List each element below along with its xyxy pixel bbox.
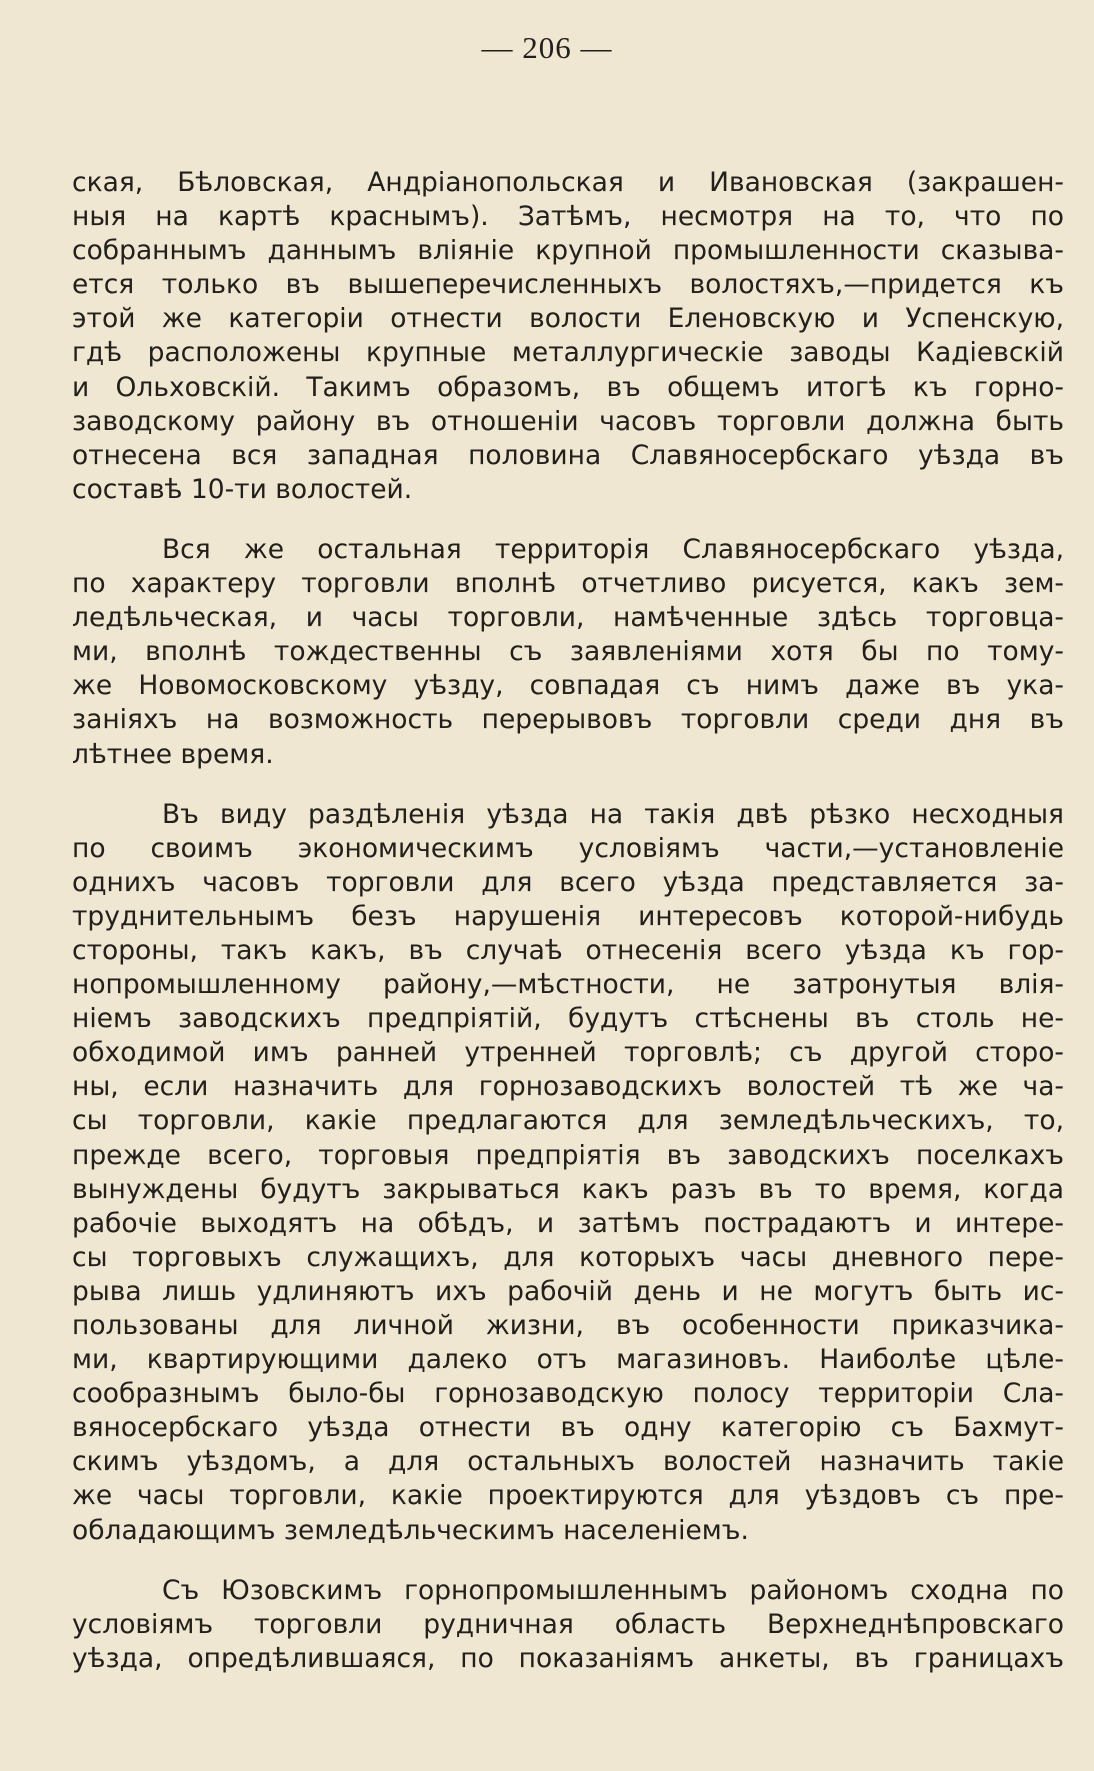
paragraph (72, 533, 1064, 772)
text-line: по своимъ экономическимъ условіямъ части,—установленіе (72, 832, 1064, 864)
text-line: гдѣ расположены крупные металлургическіе заводы Кадіевскій (72, 337, 1064, 369)
text-line: этой же категоріи отнести волости Еленовскую и Успенскую, (72, 303, 1064, 335)
text-line: сы торговыхъ служащихъ, для которыхъ часы дневного пере- (72, 1241, 1064, 1273)
text-line: сообразнымъ было-бы горнозаводскую полосу территоріи Сла- (72, 1378, 1064, 1410)
text-line: ская, Бѣловская, Андріанопольская и Ивановская (закрашен- (72, 167, 1064, 198)
text-line: нопромышленному району,—мѣстности, не затронутыя влія- (72, 969, 1064, 1001)
text-line: ны, если назначить для горнозаводскихъ волостей тѣ же ча- (72, 1071, 1064, 1103)
text-line: рыва лишь удлиняютъ ихъ рабочій день и не могутъ быть ис- (72, 1275, 1064, 1307)
text-line: труднительнымъ безъ нарушенія интересовъ которой-нибудь (72, 900, 1064, 932)
text-line: вынуждены будутъ закрываться какъ разъ въ то время, когда (72, 1173, 1064, 1205)
page-number: — 206 — (481, 30, 613, 65)
text-line: составѣ 10-ти волостей. (72, 473, 413, 505)
text-line: собраннымъ даннымъ вліяніе крупной промышленности сказыва- (72, 235, 1064, 267)
text-line: обладающимъ земледѣльческимъ населеніемъ. (72, 1514, 749, 1546)
text-line: сы торговли, какіе предлагаются для земледѣльческихъ, то, (72, 1105, 1064, 1137)
text-body (72, 166, 1064, 1676)
text-line: однихъ часовъ торговли для всего уѣзда представляется за- (72, 866, 1064, 898)
text-line: вяносербскаго уѣзда отнести въ одну категорію съ Бахмут- (72, 1412, 1064, 1444)
text-line: ледѣльческая, и часы торговли, намѣченные здѣсь торговца- (72, 602, 1064, 634)
text-line: отнесена вся западная половина Славяносербскаго уѣзда въ (72, 439, 1064, 471)
text-line: же Новомосковскому уѣзду, совпадая съ нимъ даже въ ука- (72, 670, 1064, 702)
text-line: скимъ уѣздомъ, а для остальныхъ волостей назначить такіе (72, 1446, 1064, 1478)
text-line: ми, квартирующими далеко отъ магазиновъ. Наиболѣе цѣле- (72, 1344, 1064, 1376)
text-line: условіямъ торговли рудничная область Верхнеднѣпровскаго (72, 1608, 1064, 1640)
text-line: Въ виду раздѣленія уѣзда на такія двѣ рѣзко несходныя (162, 798, 1064, 830)
paragraph (72, 166, 1064, 507)
text-line: Вся же остальная территорія Славяносербскаго уѣзда, (162, 533, 1064, 565)
text-line: ныя на картѣ краснымъ). Затѣмъ, несмотря на то, что по (72, 201, 1064, 233)
text-line: по характеру торговли вполнѣ отчетливо рисуется, какъ зем- (72, 568, 1064, 600)
text-line: ми, вполнѣ тождественны съ заявленіями хотя бы по тому- (72, 636, 1064, 668)
text-line: уѣзда, опредѣлившаяся, по показаніямъ анкеты, въ границахъ (72, 1642, 1064, 1674)
text-line: же часы торговли, какіе проектируются для уѣздовъ съ пре- (72, 1480, 1064, 1512)
text-line: заводскому району въ отношеніи часовъ торговли должна быть (72, 405, 1064, 437)
text-line: рабочіе выходятъ на обѣдъ, и затѣмъ пострадаютъ и интере- (72, 1207, 1064, 1239)
text-line: и Ольховскій. Такимъ образомъ, въ общемъ итогѣ къ горно- (72, 371, 1064, 403)
paragraph (72, 798, 1064, 1548)
text-line: пользованы для личной жизни, въ особенности приказчика- (72, 1310, 1064, 1341)
text-line: ется только въ вышеперечисленныхъ волостяхъ,—придется къ (72, 269, 1064, 301)
text-line: Съ Юзовскимъ горнопромышленнымъ райономъ сходна по (162, 1574, 1064, 1606)
text-line: заніяхъ на возможность перерывовъ торговли среди дня въ (72, 704, 1064, 736)
text-line: ніемъ заводскихъ предпріятій, будутъ стѣснены въ столь не- (72, 1003, 1064, 1035)
text-line: обходимой имъ ранней утренней торговлѣ; съ другой сторо- (72, 1037, 1064, 1069)
text-line: стороны, такъ какъ, въ случаѣ отнесенія всего уѣзда къ гор- (72, 934, 1064, 966)
text-line: лѣтнее время. (72, 738, 274, 770)
text-line: прежде всего, торговыя предпріятія въ заводскихъ поселкахъ (72, 1139, 1064, 1171)
paragraph (72, 1574, 1064, 1676)
